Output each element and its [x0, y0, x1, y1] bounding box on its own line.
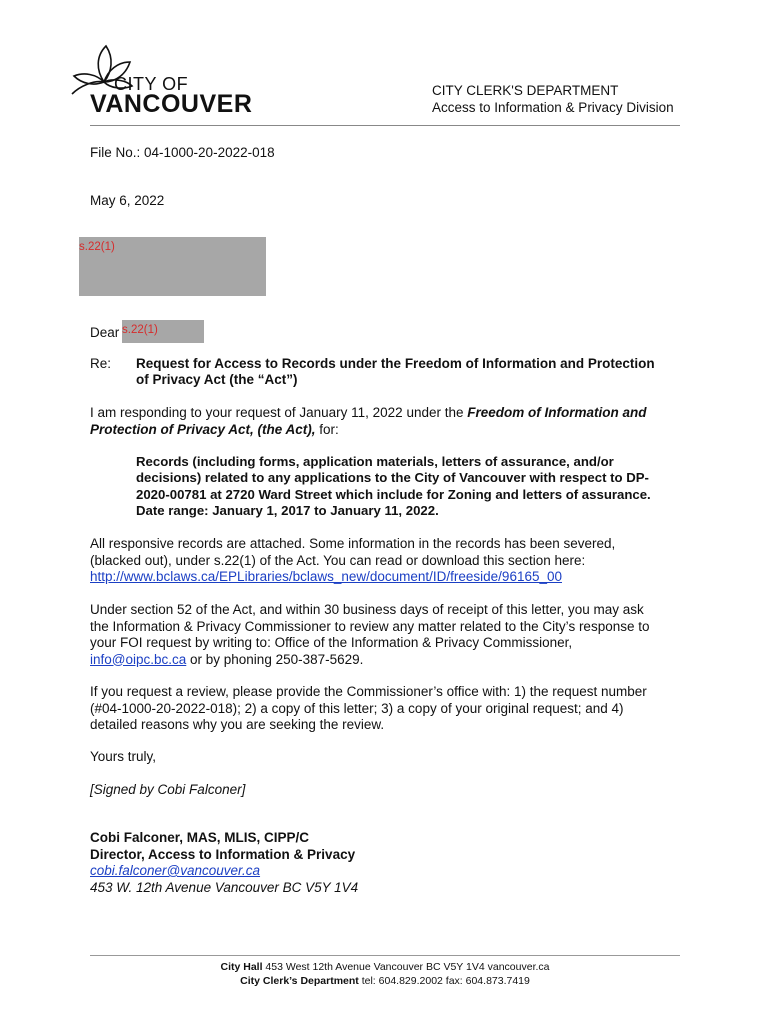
request-quote — [136, 454, 696, 519]
intro-paragraph — [90, 405, 680, 438]
signer-address: 453 W. 12th Avenue Vancouver BC V5Y 1V4 — [90, 879, 359, 895]
footer-line2 — [90, 974, 680, 988]
footer-contact: tel: 604.829.2002 fax: 604.873.7419 — [358, 975, 530, 987]
intro-text-a: I am responding to your request of January 11, 2022 under the — [90, 405, 468, 420]
signer-block — [90, 830, 358, 896]
signer-email-link[interactable]: cobi.falconer@vancouver.ca — [90, 863, 261, 878]
redaction-code: s.22(1) — [79, 241, 115, 253]
logo-city-of: CITY OF — [114, 74, 189, 94]
oipc-email-link[interactable]: info@oipc.bc.ca — [90, 651, 187, 667]
signer-name: Cobi Falconer, MAS, MLIS, CIPP/C — [90, 830, 310, 845]
footer-divider — [90, 955, 680, 956]
review-rights-paragraph — [90, 602, 680, 668]
letter-date: May 6, 2022 — [90, 193, 165, 208]
closing: Yours truly, — [90, 749, 157, 764]
re-subject — [136, 356, 696, 388]
file-number: File No.: 04-1000-20-2022-018 — [90, 145, 275, 160]
footer-address: 453 West 12th Avenue Vancouver BC V5Y 1V4 vancouver.ca — [262, 961, 550, 973]
redaction-code: s.22(1) — [122, 324, 158, 336]
footer-city-hall: City Hall — [220, 961, 263, 973]
bclaws-link[interactable]: http://www.bclaws.ca/EPLibraries/bclaws_new/document/ID/freeside/96165_00 — [90, 569, 562, 584]
intro-text-b: for: — [315, 421, 339, 437]
responsive-line2: (blacked out), under s.22(1) of the Act. You can read or download this section here: — [90, 552, 586, 568]
division-name: Access to Information & Privacy Division — [432, 100, 674, 115]
review-details-line1: If you request a review, please provide the Commissioner’s office with: 1) the request number — [90, 684, 647, 699]
oipc-phone-text: or by phoning 250-387-5629. — [186, 651, 364, 667]
footer-line1 — [90, 960, 680, 974]
re-subject-line2: of Privacy Act (the “Act”) — [136, 372, 298, 387]
responsive-records-paragraph — [90, 536, 680, 586]
review-line4 — [90, 652, 680, 669]
review-details-line2: (#04-1000-20-2022-018); 2) a copy of this letter; 3) a copy of your original request; and 4) — [90, 700, 624, 716]
request-quote-line: Date range: January 1, 2017 to January 11, 2022. — [136, 502, 439, 518]
act-name-a: Freedom of Information and — [467, 405, 647, 420]
footer-dept: City Clerk’s Department — [240, 975, 359, 987]
review-line1: Under section 52 of the Act, and within 30 business days of receipt of this letter, you may ask — [90, 602, 644, 617]
salutation: Dear — [90, 325, 120, 340]
request-quote-line: 2020-00781 at 2720 Ward Street which include for Zoning and letters of assurance. — [136, 486, 651, 502]
department-name: CITY CLERK'S DEPARTMENT — [432, 83, 619, 98]
request-quote-line: Records (including forms, application materials, letters of assurance, and/or — [136, 454, 614, 469]
re-subject-line1: Request for Access to Records under the Freedom of Information and Protection — [136, 356, 655, 371]
signer-title: Director, Access to Information & Privacy — [90, 846, 356, 862]
department-header — [432, 82, 674, 116]
request-quote-line: decisions) related to any applications to the City of Vancouver with respect to DP- — [136, 470, 649, 486]
review-details-line3: detailed reasons why you are seeking the review. — [90, 717, 385, 732]
responsive-line1: All responsive records are attached. Some information in the records has been severed, — [90, 536, 616, 551]
redacted-name — [122, 320, 204, 343]
re-label: Re: — [90, 356, 112, 371]
header-divider — [90, 125, 680, 126]
review-details-paragraph — [90, 684, 680, 734]
logo-vancouver: VANCOUVER — [90, 90, 253, 118]
signature: [Signed by Cobi Falconer] — [90, 782, 246, 797]
act-name-b: Protection of Privacy Act, (the Act), — [90, 421, 316, 437]
redacted-address-block — [79, 237, 266, 296]
review-line2: the Information & Privacy Commissioner to review any matter related to the City’s response to — [90, 618, 650, 634]
review-line3: your FOI request by writing to: Office of the Information & Privacy Commissioner, — [90, 635, 573, 650]
